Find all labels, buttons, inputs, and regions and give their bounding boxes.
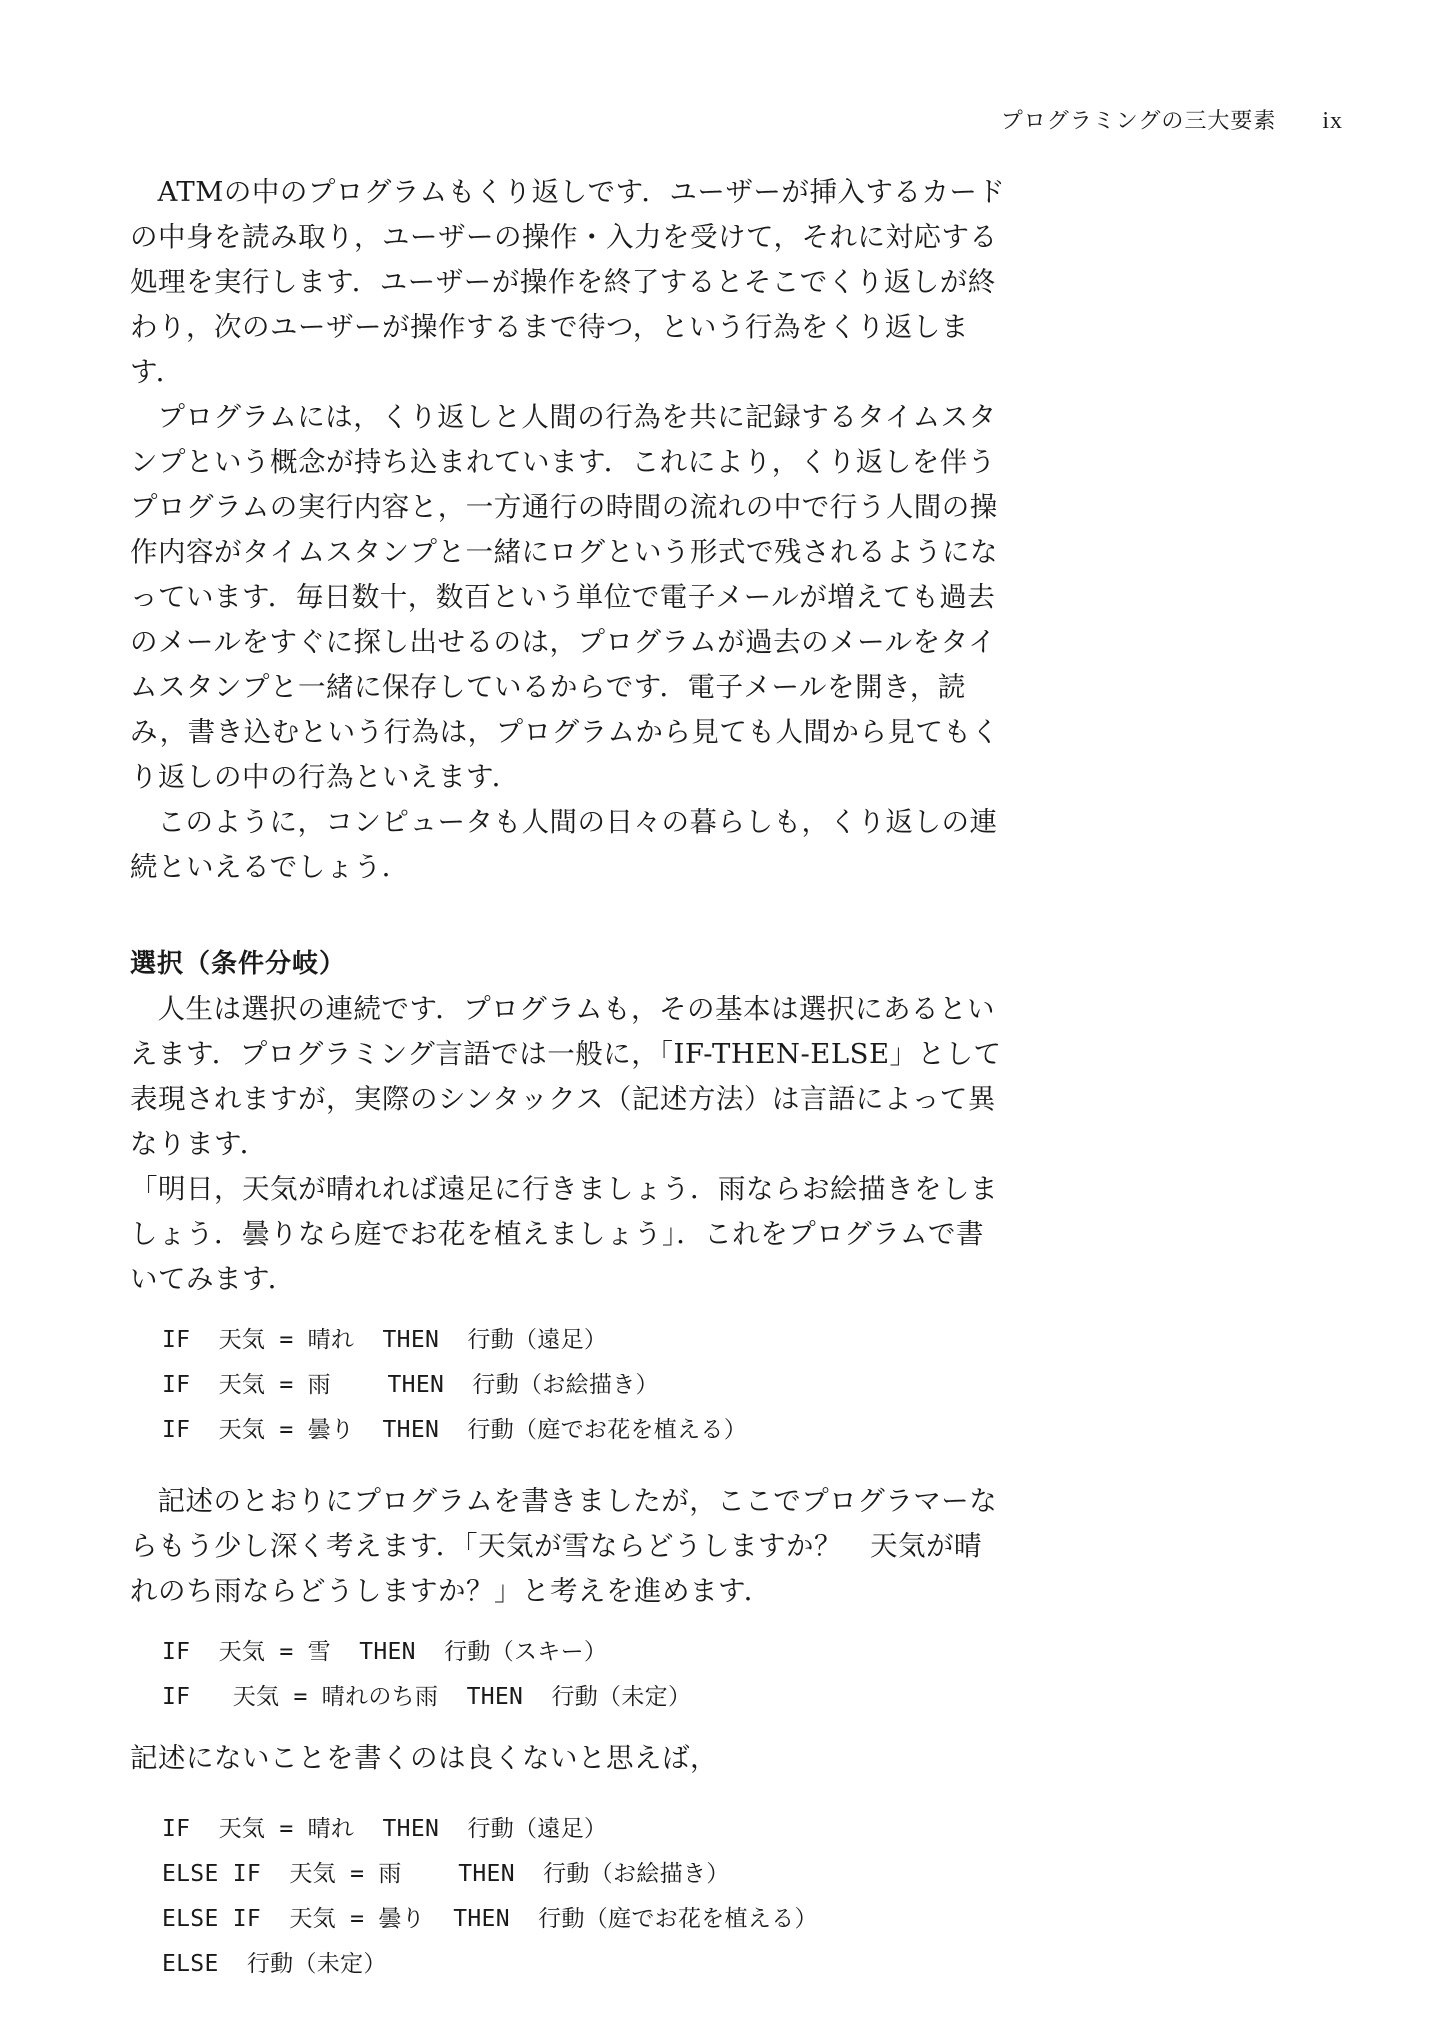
code-line: ELSE IF 天気 = 曇り THEN 行動（庭でお花を植える） xyxy=(162,1906,818,1932)
code-line: IF 天気 = 晴れ THEN 行動（遠足） xyxy=(162,1816,608,1842)
paragraph-else: 記述にないことを書くのは良くないと思えば， xyxy=(130,1742,718,1774)
paragraph-conclusion: このように，コンピュータも人間の日々の暮らしも，くり返しの連続といえるでしょう． xyxy=(130,806,998,883)
section-heading: 選択（条件分岐） xyxy=(130,949,347,979)
body-text xyxy=(130,170,1010,1987)
code-line: IF 天気 = 晴れ THEN 行動（遠足） xyxy=(162,1327,608,1353)
paragraph-timestamp: プログラムには，くり返しと人間の行為を共に記録するタイムスタンプという概念が持ち込まれています．これにより，くり返しを伴うプログラムの実行内容と，一方通行の時間の流れの中で行う人間の操作内容がタイムスタンプと一緒にログという形式で残されるようになっています．毎日数十，数百という単位で電子メールが増えても過去のメールをすぐに探し出せるのは，プログラムが過去のメールをタイムスタンプと一緒に保存しているからです．電子メールを開き，読み，書き込むという行為は，プログラムから見ても人間から見てもくり返しの中の行為といえます． xyxy=(130,401,1000,793)
code-listing-1 xyxy=(162,1318,1010,1453)
paragraph-selection: 人生は選択の連続です．プログラムも，その基本は選択にあるといえます．プログラミング言語では一般に，「IF-THEN-ELSE」として表現されますが，実際のシンタックス（記述方法）は言語によって異なります． xyxy=(130,993,1002,1160)
code-line: IF 天気 = 曇り THEN 行動（庭でお花を植える） xyxy=(162,1417,748,1443)
code-line: IF 天気 = 雨 THEN 行動（お絵描き） xyxy=(162,1372,659,1398)
running-header xyxy=(1001,104,1343,135)
running-title: プログラミングの三大要素 xyxy=(1000,109,1277,134)
paragraph-deeper: 記述のとおりにプログラムを書きましたが，ここでプログラマーならもう少し深く考えます．「天気が雪ならどうしますか？ 天気が晴れのち雨ならどうしますか？」と考えを進めます． xyxy=(130,1485,998,1607)
code-listing-2 xyxy=(162,1630,1010,1720)
code-line: ELSE 行動（未定） xyxy=(162,1951,387,1977)
page-number: ix xyxy=(1322,108,1343,134)
paragraph-example: 「明日，天気が晴れれば遠足に行きましょう．雨ならお絵描きをしましょう．曇りなら庭でお花を植えましょう」．これをプログラムで書いてみます． xyxy=(130,1173,998,1295)
code-line: ELSE IF 天気 = 雨 THEN 行動（お絵描き） xyxy=(162,1861,730,1887)
code-listing-3 xyxy=(162,1807,1010,1987)
code-line: IF 天気 = 晴れのち雨 THEN 行動（未定） xyxy=(162,1684,692,1710)
paragraph-atm: ATMの中のプログラムもくり返しです．ユーザーが挿入するカードの中身を読み取り，ユーザーの操作・入力を受けて，それに対応する処理を実行します．ユーザーが操作を終了するとそこでくり返しが終わり，次のユーザーが操作するまで待つ，という行為をくり返します． xyxy=(130,176,1006,388)
code-line: IF 天気 = 雪 THEN 行動（スキー） xyxy=(162,1639,608,1665)
